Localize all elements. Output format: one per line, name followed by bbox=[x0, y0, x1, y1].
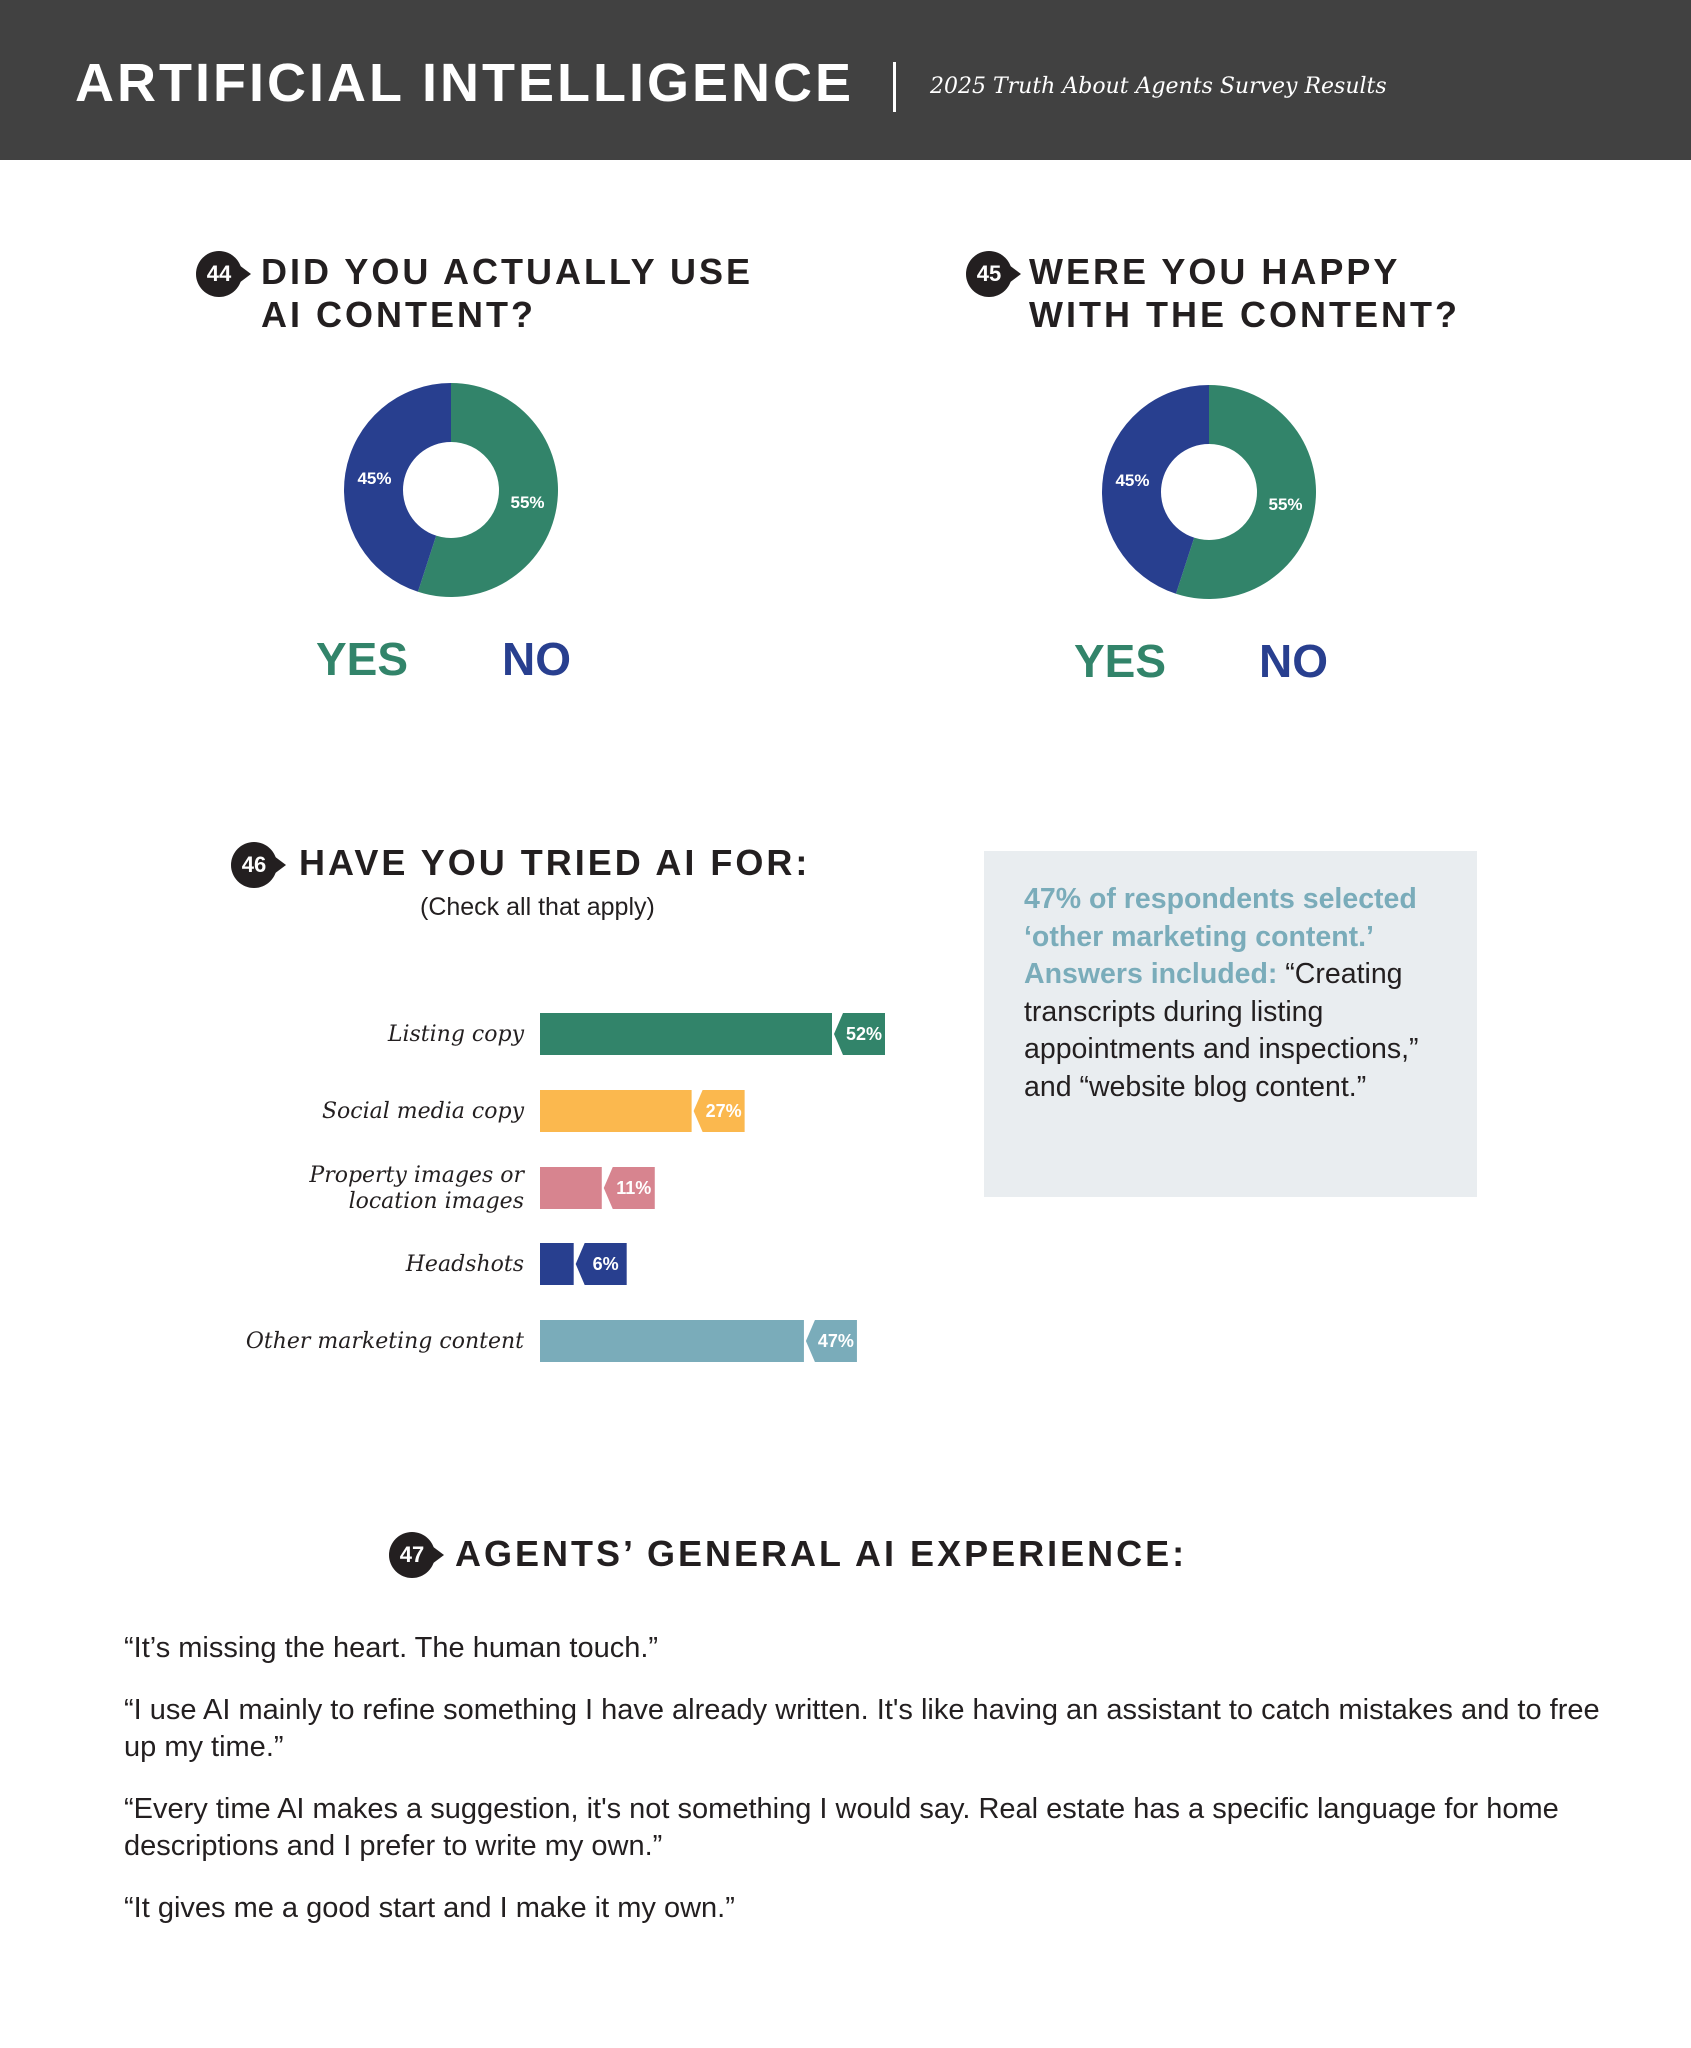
legend-no-q44: NO bbox=[502, 633, 571, 685]
bar-value-label: 52% bbox=[845, 1024, 883, 1044]
donut-slice-label: 55% bbox=[1268, 495, 1303, 515]
bar bbox=[540, 1320, 804, 1362]
bar-category-label: Other marketing content bbox=[245, 1329, 524, 1354]
question-46-title: HAVE YOU TRIED AI FOR: bbox=[299, 842, 811, 883]
donut-slice-label: 55% bbox=[510, 493, 545, 513]
bar bbox=[540, 1013, 832, 1055]
quote-item: “It gives me a good start and I make it my own.” bbox=[124, 1892, 735, 1924]
bar-category-label: location images bbox=[348, 1189, 524, 1214]
question-44-title-line1: DID YOU ACTUALLY USE bbox=[261, 251, 754, 292]
header-bar bbox=[0, 0, 1691, 160]
bar bbox=[540, 1090, 692, 1132]
legend-no-q45: NO bbox=[1259, 635, 1328, 687]
bar-category-label: Headshots bbox=[405, 1252, 524, 1277]
question-47-badge bbox=[389, 1532, 435, 1578]
question-45-title-line1: WERE YOU HAPPY bbox=[1029, 251, 1401, 292]
callout-body: “Creating transcripts during listing appointments and inspections,” and “website blog content.” bbox=[1024, 958, 1419, 1103]
legend-yes-q45: YES bbox=[1074, 635, 1167, 687]
question-46-badge bbox=[231, 842, 277, 888]
donut-chart-q45 bbox=[1089, 372, 1329, 612]
quote-item: “It’s missing the heart. The human touch.” bbox=[124, 1632, 659, 1664]
bar-value-label: 47% bbox=[817, 1331, 854, 1351]
donut-slice-label: 45% bbox=[1115, 470, 1150, 490]
question-46-note: (Check all that apply) bbox=[420, 893, 655, 921]
question-45-title-line2: WITH THE CONTENT? bbox=[1029, 294, 1460, 335]
bar-category-label: Property images or bbox=[309, 1163, 524, 1188]
quote-item: “Every time AI makes a suggestion, it's not something I would say. Real estate has a specific language for home descriptions and I prefer to write my own.” bbox=[124, 1793, 1559, 1862]
callout-box bbox=[984, 851, 1477, 1197]
bar bbox=[540, 1243, 574, 1285]
question-47-title: AGENTS’ GENERAL AI EXPERIENCE: bbox=[455, 1533, 1188, 1574]
callout-highlight: 47% of respondents selected ‘other marketing content.’ Answers included: bbox=[1024, 883, 1417, 990]
bar-value-label: 11% bbox=[616, 1178, 652, 1198]
page-subtitle: 2025 Truth About Agents Survey Results bbox=[930, 74, 1387, 99]
question-number: 44 bbox=[206, 261, 232, 286]
donut-slice-label: 45% bbox=[357, 468, 392, 488]
question-44-badge bbox=[196, 251, 242, 297]
bar-value-label: 27% bbox=[705, 1101, 742, 1121]
bar-category-label: Listing copy bbox=[387, 1022, 524, 1047]
page-title: ARTIFICIAL INTELLIGENCE bbox=[75, 53, 854, 113]
question-45-badge bbox=[966, 251, 1012, 297]
question-45-title bbox=[1029, 250, 1460, 336]
question-number: 45 bbox=[976, 261, 1002, 286]
bar bbox=[540, 1167, 602, 1209]
bar-chart-q46 bbox=[200, 990, 920, 1380]
question-44-title bbox=[261, 250, 753, 336]
header-divider bbox=[893, 62, 896, 112]
question-number: 47 bbox=[399, 1542, 425, 1567]
bar-category-label: Social media copy bbox=[321, 1099, 524, 1124]
quotes-list bbox=[124, 1630, 1604, 1952]
quote-item: “I use AI mainly to refine something I have already written. It's like having an assistant to catch mistakes and to free up my time.” bbox=[124, 1694, 1600, 1763]
question-number: 46 bbox=[241, 852, 267, 877]
bar-value-label: 6% bbox=[592, 1254, 619, 1274]
donut-chart-q44 bbox=[331, 370, 571, 610]
question-44-title-line2: AI CONTENT? bbox=[261, 294, 536, 335]
legend-yes-q44: YES bbox=[316, 633, 409, 685]
